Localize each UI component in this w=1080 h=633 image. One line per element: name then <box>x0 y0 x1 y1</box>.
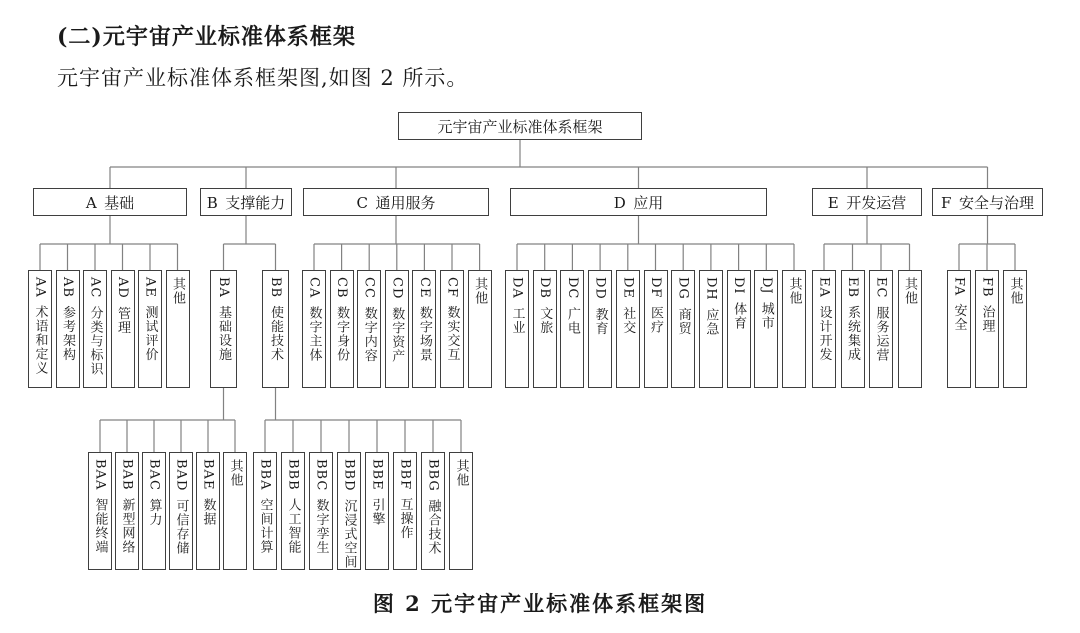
node-code: FB <box>979 277 995 298</box>
node-label: 可信存储 <box>173 498 189 555</box>
node-text <box>217 277 230 361</box>
node-code: BBF <box>397 459 413 491</box>
node-code: BAC <box>146 459 162 491</box>
node-label: 参考架构 <box>60 305 75 362</box>
node-da <box>505 270 529 388</box>
node-text <box>594 277 607 335</box>
node-code: DB <box>537 277 553 299</box>
group-b <box>200 188 292 216</box>
node-code: D <box>613 193 626 212</box>
node-label: 数据 <box>200 497 216 526</box>
node-text <box>875 277 888 362</box>
node-text <box>437 116 602 137</box>
node-label: 支撑能力 <box>225 193 286 212</box>
node-ea <box>812 270 836 388</box>
node-code: BAA <box>92 459 108 491</box>
node-code: CA <box>306 277 322 299</box>
node-text <box>357 192 436 213</box>
node-label: 数字内容 <box>361 306 377 363</box>
node-text <box>269 277 282 362</box>
node-text <box>363 277 376 362</box>
node-label: 其他 <box>453 459 469 487</box>
node-code: F <box>941 193 952 212</box>
node-text <box>61 277 74 361</box>
group-f <box>932 188 1043 216</box>
node-de <box>616 270 640 388</box>
node-aa <box>28 270 52 388</box>
node-text <box>903 277 916 305</box>
node-label: 城市 <box>758 302 774 331</box>
node-text <box>89 277 102 376</box>
node-baa <box>88 452 112 570</box>
node-label: 教育 <box>592 307 608 336</box>
node-text <box>788 277 801 305</box>
node-text <box>390 277 403 363</box>
node-ab <box>56 270 80 388</box>
node-code: AA <box>32 277 48 298</box>
node-label: 元宇宙产业标准体系框架 <box>437 117 603 136</box>
node-label: 数字孪生 <box>313 498 329 555</box>
node-bad <box>169 452 193 570</box>
node-eb <box>841 270 865 388</box>
node-label: 基础设施 <box>216 305 231 362</box>
node-text <box>171 277 184 305</box>
node-text <box>144 277 157 361</box>
node-text <box>538 277 551 334</box>
node-other <box>223 452 247 570</box>
node-label: 其他 <box>170 277 185 305</box>
node-label: 医疗 <box>648 305 663 334</box>
node-dg <box>671 270 695 388</box>
node-code: FA <box>951 277 967 297</box>
node-label: 测试评价 <box>142 305 158 362</box>
node-bbe <box>365 452 389 570</box>
node-bab <box>115 452 139 570</box>
node-ae <box>138 270 162 388</box>
group-d <box>510 188 767 216</box>
node-label: 工业 <box>509 306 525 335</box>
node-text <box>446 277 459 361</box>
node-label: 融合技术 <box>425 499 441 556</box>
node-label: 体育 <box>731 302 747 331</box>
section-heading: (二)元宇宙产业标准体系框架 <box>57 24 356 50</box>
node-label: 数字场景 <box>416 305 432 362</box>
node-text <box>760 277 773 330</box>
node-other <box>166 270 190 388</box>
node-label: 算力 <box>146 498 162 527</box>
node-bbd <box>337 452 361 570</box>
node-label: 沉浸式空间 <box>341 499 357 570</box>
node-text <box>202 459 215 526</box>
node-label: 通用服务 <box>375 193 436 212</box>
node-label: 服务运营 <box>873 305 889 362</box>
node-code: AB <box>60 277 75 298</box>
node-bbc <box>309 452 333 570</box>
node-code: DE <box>620 277 636 299</box>
node-label: 应用 <box>633 193 664 212</box>
node-dh <box>699 270 723 388</box>
node-code: DI <box>731 277 747 295</box>
node-text <box>941 192 1034 213</box>
node-text <box>649 277 662 334</box>
node-code: C <box>356 193 368 212</box>
node-text <box>371 459 384 526</box>
node-text <box>846 277 859 362</box>
node-text <box>229 459 242 487</box>
node-dj <box>754 270 778 388</box>
node-code: BAB <box>119 459 135 491</box>
node-text <box>427 459 440 555</box>
node-bae <box>196 452 220 570</box>
node-code: BBB <box>285 459 301 491</box>
node-text <box>259 459 272 554</box>
node-ad <box>111 270 135 388</box>
node-code: A <box>85 193 97 212</box>
node-text <box>818 277 831 361</box>
node-label: 安全 <box>951 303 967 332</box>
node-label: 治理 <box>979 305 995 334</box>
node-label: 术语和定义 <box>32 305 48 376</box>
group-a <box>33 188 187 216</box>
node-label: 互操作 <box>397 497 413 540</box>
node-text <box>418 277 431 362</box>
node-label: 数字资产 <box>389 306 405 363</box>
node-text <box>704 277 717 336</box>
node-label: 系统集成 <box>845 305 860 362</box>
node-code: EB <box>845 277 860 299</box>
node-cb <box>330 270 354 388</box>
node-code: DD <box>592 277 608 300</box>
node-label: 开发运营 <box>846 193 907 212</box>
node-label: 广电 <box>564 306 580 335</box>
node-text <box>732 277 745 330</box>
node-text <box>455 459 468 487</box>
node-label: 文旅 <box>537 306 553 335</box>
node-code: DF <box>648 277 663 299</box>
node-text <box>621 277 634 334</box>
group-c <box>303 188 489 216</box>
node-code: EC <box>873 277 889 299</box>
node-ce <box>412 270 436 388</box>
node-code: BA <box>216 277 231 298</box>
node-label: 安全与治理 <box>958 193 1034 212</box>
node-text <box>953 277 966 332</box>
node-bbb <box>281 452 305 570</box>
node-code: DH <box>703 277 719 301</box>
node-label: 其他 <box>902 277 917 305</box>
node-other <box>1003 270 1027 388</box>
node-cf <box>440 270 464 388</box>
node-code: AD <box>115 277 130 299</box>
node-code: DJ <box>758 277 774 295</box>
node-code: DA <box>509 277 525 299</box>
node-text <box>335 277 348 362</box>
node-text <box>614 192 664 213</box>
node-label: 引擎 <box>369 498 385 527</box>
node-text <box>473 277 486 305</box>
node-text <box>207 192 286 213</box>
node-ac <box>83 270 107 388</box>
node-code: BAD <box>173 459 189 492</box>
node-label: 社交 <box>620 306 636 335</box>
node-label: 其他 <box>1007 277 1023 305</box>
node-code: BBG <box>425 459 441 492</box>
node-code: BBA <box>257 459 273 491</box>
node-code: BB <box>268 277 283 299</box>
node-text <box>308 277 321 362</box>
node-code: AC <box>87 277 103 299</box>
node-code: DC <box>564 277 580 300</box>
node-label: 其他 <box>227 459 243 487</box>
node-code: BBC <box>313 459 329 492</box>
node-text <box>287 459 300 554</box>
node-label: 数字主体 <box>306 305 322 362</box>
node-label: 其他 <box>472 277 488 305</box>
node-code: E <box>827 193 839 212</box>
node-label: 基础 <box>104 193 135 212</box>
node-bac <box>142 452 166 570</box>
node-fa <box>947 270 971 388</box>
node-bba <box>253 452 277 570</box>
node-text <box>121 459 134 554</box>
node-code: CF <box>444 277 460 298</box>
node-dd <box>588 270 612 388</box>
node-fb <box>975 270 999 388</box>
node-code: EA <box>816 277 832 298</box>
node-label: 空间计算 <box>257 498 273 554</box>
node-label: 商贸 <box>675 307 691 336</box>
node-code: CC <box>361 277 377 299</box>
node-ec <box>869 270 893 388</box>
node-label: 设计开发 <box>816 305 832 362</box>
node-cd <box>385 270 409 388</box>
node-text <box>315 459 328 555</box>
node-root-other <box>398 112 642 140</box>
node-df <box>644 270 668 388</box>
figure-caption: 图 2 元宇宙产业标准体系框架图 <box>372 591 708 616</box>
node-code: AE <box>142 277 158 298</box>
node-label: 分类与标识 <box>87 305 103 376</box>
node-label: 管理 <box>115 306 130 335</box>
group-e <box>812 188 922 216</box>
node-code: CB <box>334 277 350 299</box>
node-label: 人工智能 <box>285 498 301 555</box>
node-code: BBD <box>341 459 357 492</box>
node-text <box>511 277 524 334</box>
node-label: 使能技术 <box>268 305 283 362</box>
node-other <box>449 452 473 570</box>
node-text <box>175 459 188 555</box>
node-text <box>566 277 579 335</box>
node-label: 新型网络 <box>119 498 135 554</box>
node-ca <box>302 270 326 388</box>
node-text <box>1009 277 1022 305</box>
node-bb <box>262 270 289 388</box>
node-label: 应急 <box>703 308 719 337</box>
node-text <box>343 459 356 569</box>
node-cc <box>357 270 381 388</box>
node-bbf <box>393 452 417 570</box>
node-label: 智能终端 <box>92 497 108 554</box>
node-code: CD <box>389 277 405 300</box>
node-label: 数字身份 <box>334 306 350 362</box>
node-code: CE <box>416 277 432 299</box>
node-text <box>981 277 994 333</box>
node-bbg <box>421 452 445 570</box>
node-text <box>828 192 906 213</box>
node-code: BAE <box>200 459 216 491</box>
node-text <box>34 277 47 375</box>
node-other <box>468 270 492 388</box>
node-text <box>677 277 690 335</box>
node-other <box>782 270 806 388</box>
node-other <box>898 270 922 388</box>
node-code: B <box>206 193 218 212</box>
node-db <box>533 270 557 388</box>
node-text <box>116 277 129 334</box>
node-text <box>148 459 161 526</box>
node-code: DG <box>675 277 691 300</box>
node-di <box>727 270 751 388</box>
node-label: 数实交互 <box>444 305 460 362</box>
node-text <box>399 459 412 540</box>
node-ba <box>210 270 237 388</box>
node-text <box>86 192 134 213</box>
body-paragraph: 元宇宙产业标准体系框架图,如图 2 所示。 <box>57 66 469 90</box>
node-text <box>94 459 107 554</box>
node-code: BBE <box>369 459 385 491</box>
node-label: 其他 <box>786 277 802 305</box>
node-dc <box>560 270 584 388</box>
